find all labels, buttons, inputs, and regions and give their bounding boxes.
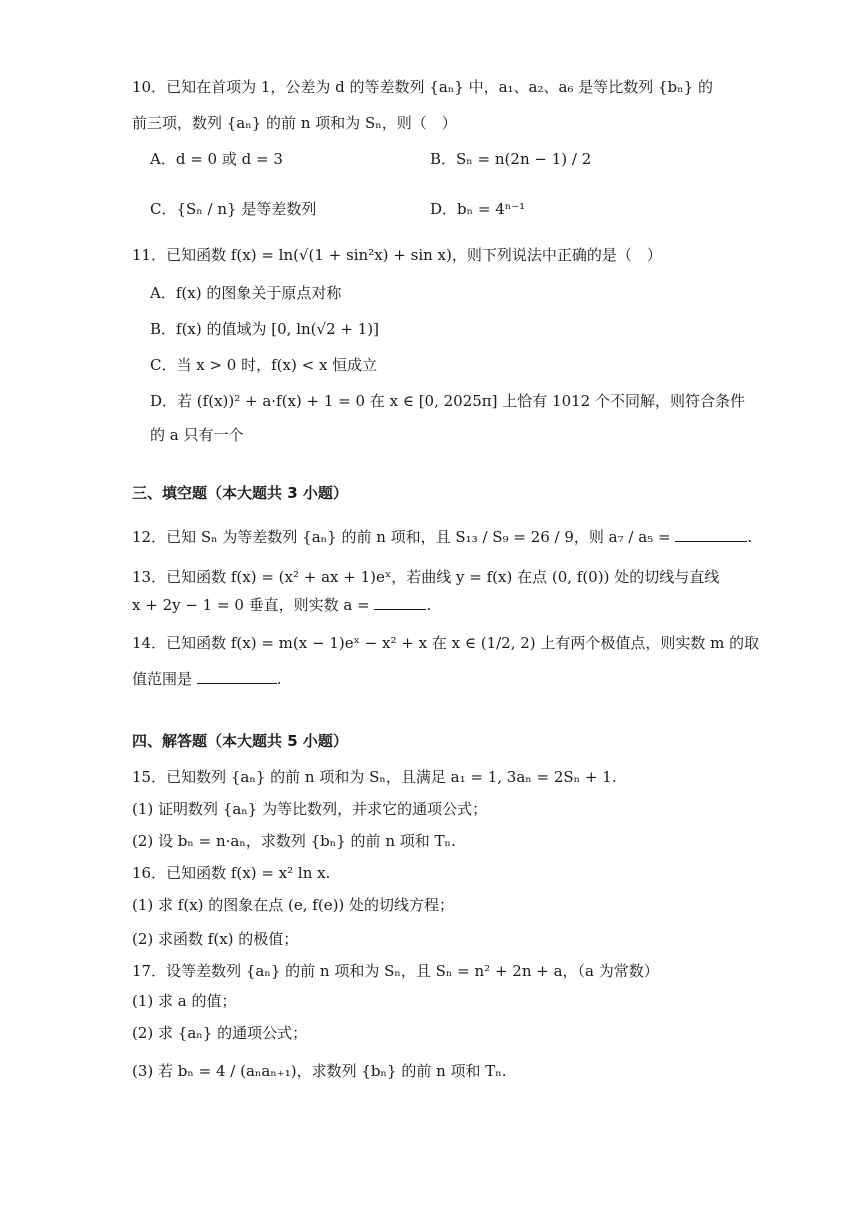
q11-option-c: C．当 x > 0 时，f(x) < x 恒成立	[150, 356, 378, 374]
q15-stem: 15．已知数列 {aₙ} 的前 n 项和为 Sₙ，且满足 a₁ = 1, 3aₙ = 2Sₙ + 1.	[132, 768, 617, 786]
q16-stem: 16．已知函数 f(x) = x² ln x.	[132, 864, 331, 882]
section-fill-in-heading: 三、填空题（本大题共 3 小题）	[132, 484, 348, 502]
q10-option-b: B．Sₙ = n(2n − 1) / 2	[430, 150, 592, 168]
q10-stem-line2: 前三项，数列 {aₙ} 的前 n 项和为 Sₙ，则（ ）	[132, 114, 457, 132]
q11-option-d-line2: 的 a 只有一个	[150, 426, 244, 444]
q11-stem: 11．已知函数 f(x) = ln(√(1 + sin²x) + sin x)，则下列说法中正确的是（ ）	[132, 246, 662, 264]
q11-option-a: A．f(x) 的图象关于原点对称	[150, 284, 342, 302]
q14-answer-blank[interactable]	[197, 669, 277, 684]
section-solutions-heading: 四、解答题（本大题共 5 小题）	[132, 732, 348, 750]
q13-line1: 13．已知函数 f(x) = (x² + ax + 1)eˣ，若曲线 y = f(x) 在点 (0, f(0)) 处的切线与直线	[132, 568, 720, 586]
q17-stem: 17．设等差数列 {aₙ} 的前 n 项和为 Sₙ，且 Sₙ = n² + 2n + a，（a 为常数）	[132, 962, 659, 980]
q15-part2: (2) 设 bₙ = n·aₙ，求数列 {bₙ} 的前 n 项和 Tₙ.	[132, 832, 456, 850]
q10-stem-line1: 10．已知在首项为 1，公差为 d 的等差数列 {aₙ} 中，a₁、a₂、a₆ 是等比数列 {bₙ} 的	[132, 78, 713, 96]
q15-part1: (1) 证明数列 {aₙ} 为等比数列，并求它的通项公式；	[132, 800, 488, 818]
q12-line	[132, 526, 752, 548]
q16-part2: (2) 求函数 f(x) 的极值；	[132, 930, 299, 948]
q17-part3: (3) 若 bₙ = 4 / (aₙaₙ₊₁)，求数列 {bₙ} 的前 n 项和 Tₙ.	[132, 1062, 507, 1080]
q17-part2: (2) 求 {aₙ} 的通项公式；	[132, 1024, 308, 1042]
q12-text: 12．已知 Sₙ 为等差数列 {aₙ} 的前 n 项和，且 S₁₃ / S₉ = 26 / 9，则 a₇ / a₅ =	[132, 528, 671, 546]
q17-part1: (1) 求 a 的值；	[132, 992, 237, 1010]
q10-option-a: A．d = 0 或 d = 3	[150, 150, 283, 168]
q13-line2	[132, 594, 431, 616]
q11-option-d-line1: D．若 (f(x))² + a·f(x) + 1 = 0 在 x ∈ [0, 2025π] 上恰有 1012 个不同解，则符合条件	[150, 392, 745, 410]
q14-line2	[132, 668, 282, 690]
q13-end: .	[426, 596, 432, 614]
q12-answer-blank[interactable]	[675, 527, 747, 542]
q10-option-d: D．bₙ = 4ⁿ⁻¹	[430, 200, 526, 218]
q16-part1: (1) 求 f(x) 的图象在点 (e, f(e)) 处的切线方程；	[132, 896, 455, 914]
q14-end: .	[276, 670, 282, 688]
q13-answer-blank[interactable]	[374, 595, 426, 610]
q14-line2-text: 值范围是	[132, 670, 193, 688]
q11-option-b: B．f(x) 的值域为 [0, ln(√2 + 1)]	[150, 320, 379, 338]
q10-option-c: C．{Sₙ / n} 是等差数列	[150, 200, 317, 218]
q13-line2-text: x + 2y − 1 = 0 垂直，则实数 a =	[132, 596, 370, 614]
q14-line1: 14．已知函数 f(x) = m(x − 1)eˣ − x² + x 在 x ∈ (1/2, 2) 上有两个极值点，则实数 m 的取	[132, 634, 760, 652]
q12-end: .	[747, 528, 753, 546]
